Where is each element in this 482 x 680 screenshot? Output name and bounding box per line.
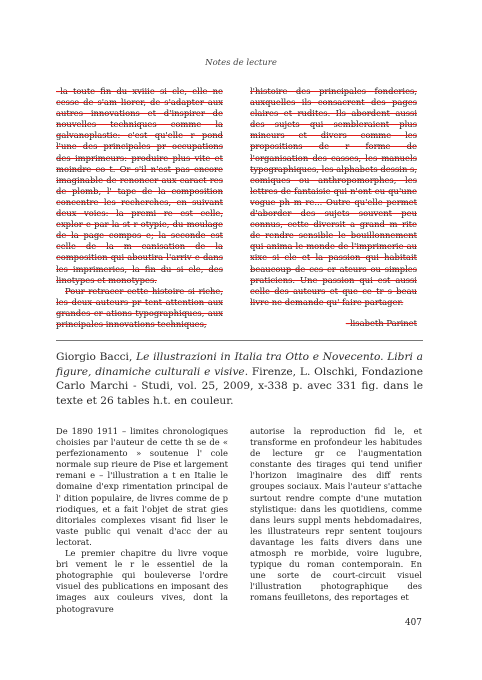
section-divider	[56, 340, 423, 341]
review-continuation-left-column	[56, 86, 223, 330]
review-paragraph: Le premier chapitre du livre voque bri vement le r le essentiel de la photographie qui bouleverse l'ordre visuel des publications en imposant des images aux couleurs vives, dont la photogravure	[56, 548, 228, 614]
review-paragraph: autorise la reproduction fid le, et transforme en profondeur les habitudes de lecture gr ce l'augmentation constante des tirages qui tend unifier l'horizon imaginaire des diff rents groupes sociaux. Mais l'auteur s'attache surtout rendre compte d'une mutation stylistique: dans les quotidiens, comme dans leurs suppl ments hebdomadaires, les illustrateurs repr sentent toujours davantage les faits divers dans une atmosph re morbide, voire lugubre, typique du roman contemporain. En une sorte de court-circuit visuel l'illustration photographique des romans feuilletons, des reportages et	[250, 426, 422, 603]
running-head: Notes de lecture	[205, 58, 277, 68]
book-publication-details: . Firenze, L. Olschki, Fondazione Carlo Marchi - Studi, vol. 25, 2009, x-338 p. avec 331 fig. dans le texte et 26 tables h.t. en couleur.	[56, 365, 423, 407]
reviewer-signature: –lisabeth Parinet	[345, 317, 417, 328]
book-title: Le illustrazioni in Italia tra Otto e Novecento. Libri a figure, dinamiche culturali e visive	[56, 351, 423, 378]
book-author: Giorgio Bacci,	[56, 351, 137, 363]
review-paragraph: De 1890 1911 – limites chronologiques choisies par l'auteur de cette th se de « perfezionamento » soutenue l' cole normale sup rieure de Pise et largement remani e – l'illustration a t en Italie le domaine d'exp rimentation principal de l' dition populaire, de livres comme de p riodiques, et a fait l'objet de strat gies ditoriales complexes visant fid liser le vaste public qui venait d'acc der au lectorat.	[56, 426, 228, 547]
review-paragraph: l'histoire des principales fonderies, auxquelles ils consacrent des pages claires et rudites. Ils abordent aussi des sujets qui sembleraient plus mineurs et divers comme les propositions de r forme de l'organisation des casses, les manuels typographiques, les alphabets dessin s, comiques ou anthropomorphes, les lettres de fantaisie qui n'ont eu qu'une vogue ph m re... Outre qu'elle permet d'aborder des sujets souvent peu connus, cette diversit a grand m rite de rendre sensible le bouillonnement qui anima le monde de l'imprimerie au xixe si cle et la passion qui habitait beaucoup de ces cr ateurs ou simples praticiens. Une passion qui est aussi celle des auteurs et que ce tr s beau livre ne demande qu' faire partager.	[250, 86, 417, 307]
page-number: 407	[405, 618, 422, 628]
review-paragraph: Pour retracer cette histoire si riche, les deux auteurs pr tent attention aux grandes cr ations typographiques, aux principales innovations techniques,	[56, 285, 223, 329]
review-paragraph: –la toute fin du xviiie si cle, elle ne cesse de s'am liorer, de s'adapter aux autres innovations et d'inspirer de nouvelles techniques comme la galvanoplastie: c'est qu'elle r pond l'une des principales pr occupations des imprimeurs: produire plus vite et moindre co t. Or s'il n'est pas encore imaginable de renoncer aux caract res de plomb, l' tape de la composition concentre les recherches, en suivant deux voies: la premi re est celle, explor e par la st r otypie, du moulage de la page compos e; la seconde est celle de la m canisation de la composition qui aboutira l'arriv e dans les imprimeries, la fin du si cle, des linotypes et monotypes.	[56, 86, 223, 285]
book-reference	[56, 350, 423, 408]
review-body-left-column	[56, 426, 228, 615]
review-continuation-right-column	[250, 86, 417, 329]
review-body-right-column	[250, 426, 422, 604]
